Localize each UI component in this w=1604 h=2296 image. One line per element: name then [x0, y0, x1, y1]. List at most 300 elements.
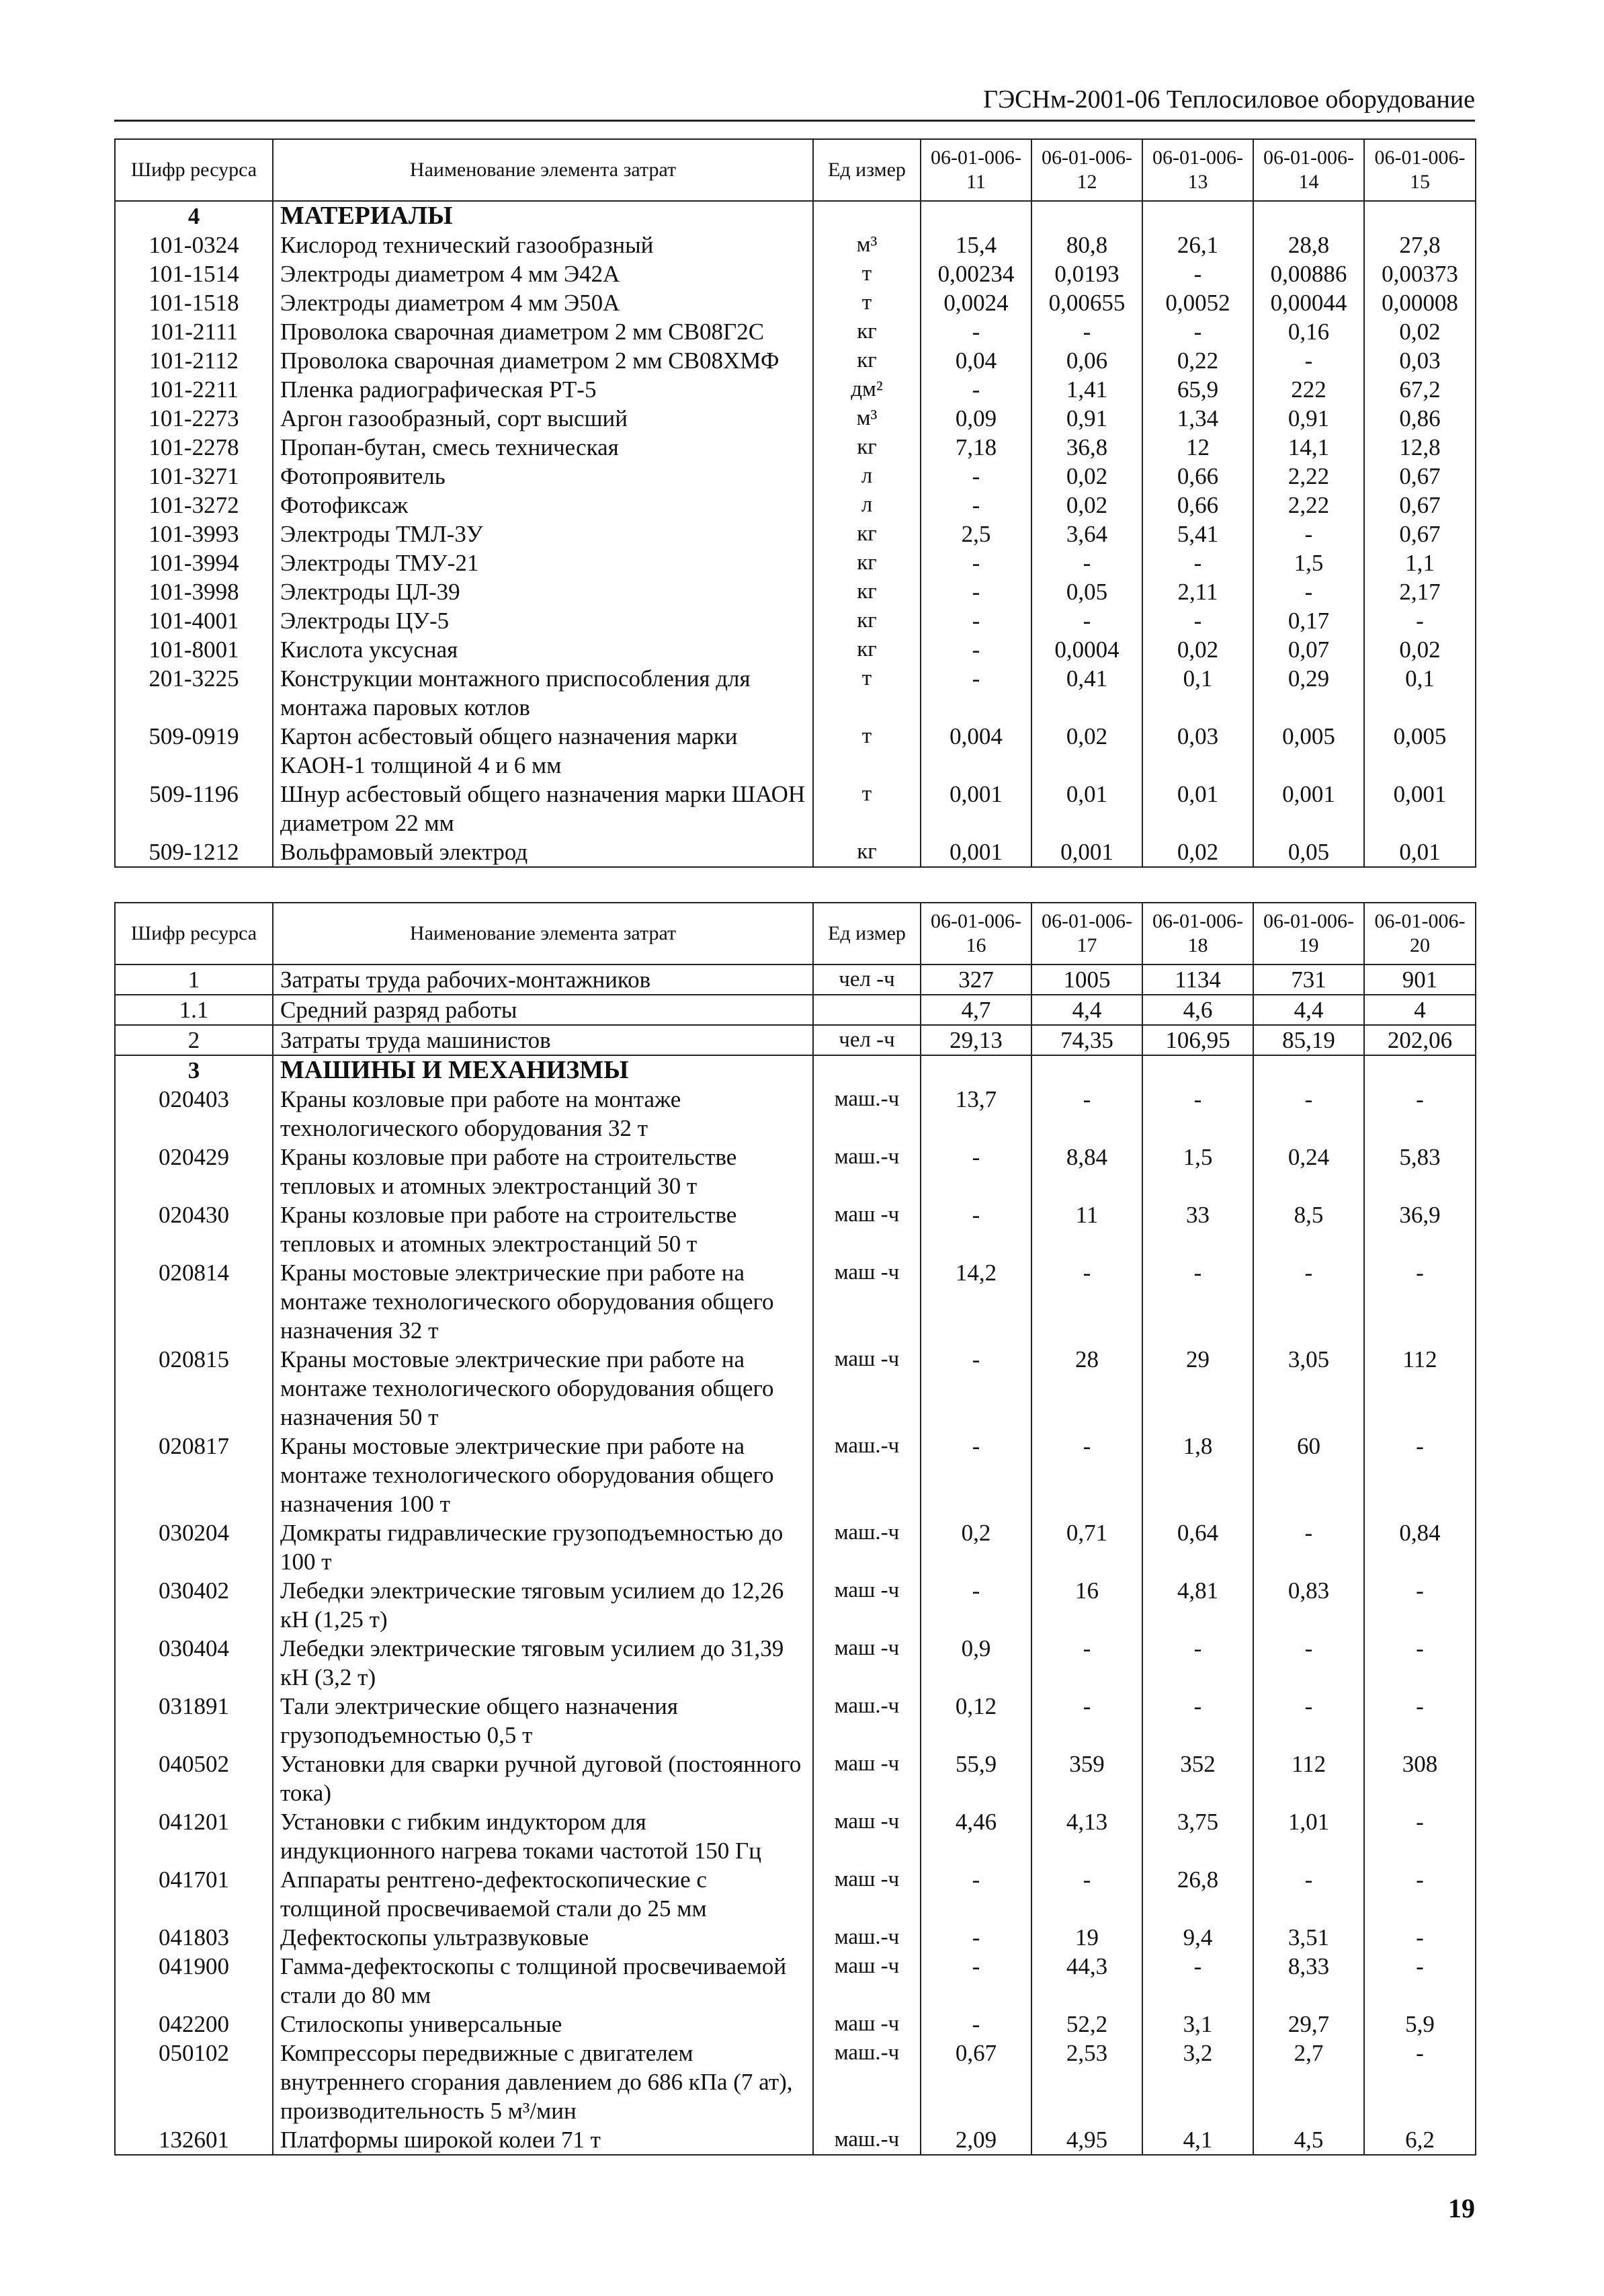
norm-value: - — [1364, 1923, 1476, 1952]
norm-value: 0,64 — [1142, 1518, 1253, 1576]
norm-value: 0,00008 — [1364, 288, 1476, 317]
norm-value: 0,0004 — [1031, 635, 1142, 664]
norm-value: 0,03 — [1364, 346, 1476, 375]
resource-name: Аппараты рентгено-дефектоскопические с толщиной просвечиваемой стали до 25 мм — [273, 1865, 813, 1923]
norm-value: - — [921, 1345, 1031, 1432]
resource-name: Краны мостовые электрические при работе на монтаже технологического оборудования общего назначения 50 т — [273, 1345, 813, 1432]
col-header-norm: 06-01-006-19 — [1253, 903, 1364, 965]
norm-value: - — [1253, 1692, 1364, 1750]
resource-name: Средний разряд работы — [273, 995, 813, 1025]
norm-value: 0,67 — [921, 2039, 1031, 2125]
norm-value: 5,83 — [1364, 1143, 1476, 1200]
norm-value: - — [1142, 317, 1253, 346]
norm-value: 16 — [1031, 1576, 1142, 1634]
norm-value: - — [921, 1865, 1031, 1923]
norm-value: 0,005 — [1253, 722, 1364, 780]
norm-value: 26,8 — [1142, 1865, 1253, 1923]
resource-unit: маш -ч — [813, 1750, 921, 1807]
norm-value: 352 — [1142, 1750, 1253, 1807]
resource-name: Картон асбестовый общего назначения марки КАОН-1 толщиной 4 и 6 мм — [273, 722, 813, 780]
norm-value: - — [921, 664, 1031, 722]
resource-code: 101-8001 — [115, 635, 273, 664]
col-header-norm: 06-01-006-17 — [1031, 903, 1142, 965]
norm-value: - — [1364, 1576, 1476, 1634]
table-row — [115, 780, 1476, 837]
norm-value: 8,5 — [1253, 1200, 1364, 1258]
norm-value: 0,2 — [921, 1518, 1031, 1576]
norm-value: 0,00655 — [1031, 288, 1142, 317]
norm-value: - — [1253, 1634, 1364, 1692]
table-row — [115, 1200, 1476, 1258]
resource-code: 030404 — [115, 1634, 273, 1692]
resource-code: 101-2111 — [115, 317, 273, 346]
resource-unit: маш.-ч — [813, 1085, 921, 1143]
norm-value: 4,5 — [1253, 2125, 1364, 2155]
resource-unit: маш.-ч — [813, 1143, 921, 1200]
norm-value: 1,41 — [1031, 375, 1142, 404]
norm-value: 4,81 — [1142, 1576, 1253, 1634]
materials-table — [114, 138, 1476, 868]
col-header-code: Шифр ресурса — [115, 139, 273, 201]
norm-value: 0,0193 — [1031, 259, 1142, 288]
table-row — [115, 1518, 1476, 1576]
resource-unit: чел -ч — [813, 965, 921, 995]
resource-name: Стилоскопы универсальные — [273, 2010, 813, 2039]
norm-value: 0,01 — [1142, 780, 1253, 837]
col-header-norm: 06-01-006-20 — [1364, 903, 1476, 965]
norm-value: 1,1 — [1364, 548, 1476, 577]
norm-value: 0,04 — [921, 346, 1031, 375]
resource-unit: маш -ч — [813, 2010, 921, 2039]
norm-value: 359 — [1031, 1750, 1142, 1807]
table-row — [115, 664, 1476, 722]
norm-value: 5,9 — [1364, 2010, 1476, 2039]
resource-unit: т — [813, 780, 921, 837]
table-row — [115, 606, 1476, 635]
norm-value: 1,5 — [1253, 548, 1364, 577]
norm-value: 27,8 — [1364, 231, 1476, 259]
norm-value: 0,004 — [921, 722, 1031, 780]
table-row — [115, 1085, 1476, 1143]
table-row — [115, 1750, 1476, 1807]
norm-value: 0,12 — [921, 1692, 1031, 1750]
norm-value: - — [1364, 1634, 1476, 1692]
norm-value: 80,8 — [1031, 231, 1142, 259]
norm-value: 901 — [1364, 965, 1476, 995]
resource-code: 020430 — [115, 1200, 273, 1258]
resource-code: 020814 — [115, 1258, 273, 1345]
resource-unit: маш -ч — [813, 1807, 921, 1865]
section-row — [115, 1055, 1476, 1085]
resource-code: 1.1 — [115, 995, 273, 1025]
norm-value: 14,2 — [921, 1258, 1031, 1345]
norm-value: 0,22 — [1142, 346, 1253, 375]
norm-value: 0,29 — [1253, 664, 1364, 722]
norm-value: 4,95 — [1031, 2125, 1142, 2155]
norm-value: 13,7 — [921, 1085, 1031, 1143]
norm-value: 3,51 — [1253, 1923, 1364, 1952]
resource-unit: кг — [813, 837, 921, 867]
resource-name: Электроды ТМЛ-3У — [273, 520, 813, 548]
col-header-name: Наименование элемента затрат — [273, 903, 813, 965]
norm-value: 0,001 — [1253, 780, 1364, 837]
norm-value: 11 — [1031, 1200, 1142, 1258]
norm-value: 19 — [1031, 1923, 1142, 1952]
norm-value: - — [921, 1200, 1031, 1258]
norm-value: 0,02 — [1364, 317, 1476, 346]
norm-value: - — [1142, 259, 1253, 288]
norm-value: 0,02 — [1031, 491, 1142, 520]
resource-name: Краны козловые при работе на строительстве тепловых и атомных электростанций 30 т — [273, 1143, 813, 1200]
table-row — [115, 288, 1476, 317]
norm-value: 0,02 — [1031, 722, 1142, 780]
resource-code: 020815 — [115, 1345, 273, 1432]
norm-value: 1134 — [1142, 965, 1253, 995]
norm-value: 0,66 — [1142, 462, 1253, 491]
norm-value: - — [1142, 1692, 1253, 1750]
norm-value: 2,5 — [921, 520, 1031, 548]
norm-value: 8,33 — [1253, 1952, 1364, 2010]
table-row — [115, 1143, 1476, 1200]
norm-value: 3,2 — [1142, 2039, 1253, 2125]
norm-value: - — [1364, 1692, 1476, 1750]
norm-value: 0,00234 — [921, 259, 1031, 288]
resource-name: Кислота уксусная — [273, 635, 813, 664]
norm-value: 29 — [1142, 1345, 1253, 1432]
resource-name: Краны козловые при работе на монтаже технологического оборудования 32 т — [273, 1085, 813, 1143]
resource-name: Лебедки электрические тяговым усилием до 12,26 кН (1,25 т) — [273, 1576, 813, 1634]
norm-value: 0,01 — [1364, 837, 1476, 867]
table-row — [115, 577, 1476, 606]
norm-value: - — [921, 1143, 1031, 1200]
norm-value: 0,02 — [1142, 837, 1253, 867]
norm-value: 112 — [1364, 1345, 1476, 1432]
norm-value: 0,03 — [1142, 722, 1253, 780]
col-header-code: Шифр ресурса — [115, 903, 273, 965]
norm-value: - — [921, 491, 1031, 520]
norm-value: 0,005 — [1364, 722, 1476, 780]
norm-value: - — [921, 548, 1031, 577]
resource-code: 101-0324 — [115, 231, 273, 259]
norm-value: 2,17 — [1364, 577, 1476, 606]
norm-value: 0,91 — [1253, 404, 1364, 433]
resource-name: Фотопроявитель — [273, 462, 813, 491]
resource-unit: кг — [813, 433, 921, 462]
resource-unit: л — [813, 491, 921, 520]
norm-value: 9,4 — [1142, 1923, 1253, 1952]
norm-value: 1,01 — [1253, 1807, 1364, 1865]
resource-name: Шнур асбестовый общего назначения марки ШАОН диаметром 22 мм — [273, 780, 813, 837]
table-row — [115, 1634, 1476, 1692]
resource-name: Проволока сварочная диаметром 2 мм СВ08ХМФ — [273, 346, 813, 375]
resource-name: Установки для сварки ручной дуговой (постоянного тока) — [273, 1750, 813, 1807]
norm-value: - — [1253, 346, 1364, 375]
resource-code: 101-3994 — [115, 548, 273, 577]
resource-unit: маш -ч — [813, 1345, 921, 1432]
resource-code: 041803 — [115, 1923, 273, 1952]
table-row — [115, 1807, 1476, 1865]
table-row — [115, 259, 1476, 288]
norm-value: 26,1 — [1142, 231, 1253, 259]
norm-value: - — [921, 1952, 1031, 2010]
resource-unit: м³ — [813, 231, 921, 259]
table-row — [115, 346, 1476, 375]
norm-value: 36,9 — [1364, 1200, 1476, 1258]
norm-value: 60 — [1253, 1432, 1364, 1518]
norm-value: 222 — [1253, 375, 1364, 404]
norm-value: 0,41 — [1031, 664, 1142, 722]
norm-value: 3,1 — [1142, 2010, 1253, 2039]
resource-code: 509-1212 — [115, 837, 273, 867]
resource-unit: м³ — [813, 404, 921, 433]
norm-value: 52,2 — [1031, 2010, 1142, 2039]
header-title: ГЭСНм-2001-06 Теплосиловое оборудование — [983, 85, 1475, 114]
resource-name: Пропан-бутан, смесь техническая — [273, 433, 813, 462]
table-row — [115, 2125, 1476, 2155]
norm-value: 0,02 — [1142, 635, 1253, 664]
resource-unit: кг — [813, 346, 921, 375]
section-title: МАШИНЫ И МЕХАНИЗМЫ — [273, 1055, 813, 1085]
resource-unit: маш -ч — [813, 1865, 921, 1923]
resource-name: Аргон газообразный, сорт высший — [273, 404, 813, 433]
table-row — [115, 317, 1476, 346]
norm-value: 6,2 — [1364, 2125, 1476, 2155]
norm-value: 202,06 — [1364, 1025, 1476, 1055]
resource-name: Гамма-дефектоскопы с толщиной просвечиваемой стали до 80 мм — [273, 1952, 813, 2010]
norm-value: 0,83 — [1253, 1576, 1364, 1634]
resource-code: 041900 — [115, 1952, 273, 2010]
norm-value: 2,22 — [1253, 462, 1364, 491]
resource-code: 041201 — [115, 1807, 273, 1865]
resource-code: 1 — [115, 965, 273, 995]
resource-unit: кг — [813, 548, 921, 577]
resource-name: Тали электрические общего назначения грузоподъемностью 0,5 т — [273, 1692, 813, 1750]
norm-value: - — [921, 375, 1031, 404]
resource-unit: т — [813, 664, 921, 722]
norm-value: 15,4 — [921, 231, 1031, 259]
resource-name: Затраты труда рабочих-монтажников — [273, 965, 813, 995]
resource-unit: маш.-ч — [813, 1923, 921, 1952]
resource-code: 020403 — [115, 1085, 273, 1143]
norm-value: 2,09 — [921, 2125, 1031, 2155]
norm-value: - — [1364, 1865, 1476, 1923]
table-row — [115, 1865, 1476, 1923]
norm-value: 4,13 — [1031, 1807, 1142, 1865]
norm-value: 4,4 — [1253, 995, 1364, 1025]
resource-unit: маш -ч — [813, 1576, 921, 1634]
norm-value: 0,06 — [1031, 346, 1142, 375]
resource-unit: маш.-ч — [813, 1692, 921, 1750]
norm-value: 2,11 — [1142, 577, 1253, 606]
norm-value: - — [1142, 606, 1253, 635]
norm-value: 0,24 — [1253, 1143, 1364, 1200]
resource-code: 132601 — [115, 2125, 273, 2155]
table-row — [115, 1923, 1476, 1952]
norm-value: - — [1364, 1258, 1476, 1345]
norm-value: 3,05 — [1253, 1345, 1364, 1432]
resource-code: 101-3272 — [115, 491, 273, 520]
resource-code: 101-2112 — [115, 346, 273, 375]
table-row — [115, 722, 1476, 780]
resource-name: Конструкции монтажного приспособления для монтажа паровых котлов — [273, 664, 813, 722]
resource-unit: маш -ч — [813, 1634, 921, 1692]
table-row — [115, 433, 1476, 462]
norm-value: - — [1253, 1518, 1364, 1576]
norm-value: - — [1253, 1085, 1364, 1143]
table-row — [115, 1432, 1476, 1518]
norm-value: 33 — [1142, 1200, 1253, 1258]
norm-value: - — [1031, 548, 1142, 577]
col-header-norm: 06-01-006-15 — [1364, 139, 1476, 201]
norm-value: 0,1 — [1364, 664, 1476, 722]
norm-value: 0,67 — [1364, 491, 1476, 520]
col-header-unit: Ед измер — [813, 903, 921, 965]
resource-name: Электроды ТМУ-21 — [273, 548, 813, 577]
col-header-name: Наименование элемента затрат — [273, 139, 813, 201]
norm-value: 28 — [1031, 1345, 1142, 1432]
norm-value: - — [921, 1576, 1031, 1634]
table-row — [115, 462, 1476, 491]
norm-value: - — [1031, 317, 1142, 346]
norm-value: 0,00886 — [1253, 259, 1364, 288]
norm-value: 0,16 — [1253, 317, 1364, 346]
resource-unit: кг — [813, 577, 921, 606]
resource-name: Фотофиксаж — [273, 491, 813, 520]
resource-name: Краны козловые при работе на строительстве тепловых и атомных электростанций 50 т — [273, 1200, 813, 1258]
norm-value: 112 — [1253, 1750, 1364, 1807]
norm-value: 0,001 — [921, 837, 1031, 867]
norm-value: 85,19 — [1253, 1025, 1364, 1055]
col-header-unit: Ед измер — [813, 139, 921, 201]
resource-name: Лебедки электрические тяговым усилием до 31,39 кН (3,2 т) — [273, 1634, 813, 1692]
resource-name: Затраты труда машинистов — [273, 1025, 813, 1055]
norm-value: 4,6 — [1142, 995, 1253, 1025]
resource-code: 030402 — [115, 1576, 273, 1634]
resource-code: 101-4001 — [115, 606, 273, 635]
resource-code: 101-2273 — [115, 404, 273, 433]
table-row — [115, 1952, 1476, 2010]
norm-value: - — [1364, 1432, 1476, 1518]
norm-value: 1,8 — [1142, 1432, 1253, 1518]
resource-name: Электроды ЦУ-5 — [273, 606, 813, 635]
norm-value: 12,8 — [1364, 433, 1476, 462]
norm-value: 0,00044 — [1253, 288, 1364, 317]
norm-value: - — [1253, 1258, 1364, 1345]
resource-unit: т — [813, 288, 921, 317]
resource-code: 031891 — [115, 1692, 273, 1750]
norm-value: 55,9 — [921, 1750, 1031, 1807]
resource-unit: маш.-ч — [813, 1518, 921, 1576]
norm-value: 106,95 — [1142, 1025, 1253, 1055]
table-row — [115, 404, 1476, 433]
norm-value: - — [921, 462, 1031, 491]
norm-value: - — [921, 606, 1031, 635]
norm-value: 14,1 — [1253, 433, 1364, 462]
norm-value: - — [1364, 1807, 1476, 1865]
col-header-norm: 06-01-006-18 — [1142, 903, 1253, 965]
resource-name: Пленка радиографическая РТ-5 — [273, 375, 813, 404]
resource-unit: т — [813, 722, 921, 780]
norm-value: - — [1142, 1952, 1253, 2010]
table-row — [115, 1025, 1476, 1055]
table-row — [115, 491, 1476, 520]
norm-value: 2,7 — [1253, 2039, 1364, 2125]
resource-name: Дефектоскопы ультразвуковые — [273, 1923, 813, 1952]
resource-name: Краны мостовые электрические при работе на монтаже технологического оборудования общего назначения 100 т — [273, 1432, 813, 1518]
norm-value: 2,22 — [1253, 491, 1364, 520]
machines-table — [114, 902, 1476, 2156]
norm-value: 327 — [921, 965, 1031, 995]
resource-code: 030204 — [115, 1518, 273, 1576]
norm-value: - — [1031, 1258, 1142, 1345]
norm-value: 1,5 — [1142, 1143, 1253, 1200]
norm-value: - — [921, 635, 1031, 664]
col-header-norm: 06-01-006-12 — [1031, 139, 1142, 201]
norm-value: 4,1 — [1142, 2125, 1253, 2155]
section-title: МАТЕРИАЛЫ — [273, 201, 813, 231]
norm-value: 4 — [1364, 995, 1476, 1025]
norm-value: 67,2 — [1364, 375, 1476, 404]
norm-value: 28,8 — [1253, 231, 1364, 259]
resource-code: 041701 — [115, 1865, 273, 1923]
resource-name: Электроды ЦЛ-39 — [273, 577, 813, 606]
resource-unit: маш -ч — [813, 1258, 921, 1345]
norm-value: 0,86 — [1364, 404, 1476, 433]
resource-name: Кислород технический газообразный — [273, 231, 813, 259]
table-header-row — [115, 139, 1476, 201]
resource-code: 101-3998 — [115, 577, 273, 606]
norm-value: 36,8 — [1031, 433, 1142, 462]
resource-code: 020429 — [115, 1143, 273, 1200]
norm-value: - — [1142, 1085, 1253, 1143]
resource-code: 101-3993 — [115, 520, 273, 548]
resource-code: 101-1514 — [115, 259, 273, 288]
table-row — [115, 1576, 1476, 1634]
norm-value: 731 — [1253, 965, 1364, 995]
norm-value: 0,02 — [1031, 462, 1142, 491]
resource-unit: кг — [813, 635, 921, 664]
norm-value: 0,17 — [1253, 606, 1364, 635]
table-row — [115, 2010, 1476, 2039]
resource-unit: маш -ч — [813, 1952, 921, 2010]
resource-code: 101-2211 — [115, 375, 273, 404]
col-header-norm: 06-01-006-11 — [921, 139, 1031, 201]
norm-value: 29,13 — [921, 1025, 1031, 1055]
table-row — [115, 1692, 1476, 1750]
norm-value: - — [921, 317, 1031, 346]
norm-value: 0,67 — [1364, 520, 1476, 548]
resource-name: Электроды диаметром 4 мм Э50А — [273, 288, 813, 317]
norm-value: 0,01 — [1031, 780, 1142, 837]
resource-unit: маш.-ч — [813, 1432, 921, 1518]
norm-value: 7,18 — [921, 433, 1031, 462]
norm-value: 0,001 — [921, 780, 1031, 837]
norm-value: - — [1031, 1865, 1142, 1923]
norm-value: - — [1364, 606, 1476, 635]
section-code: 4 — [115, 201, 273, 231]
section-row — [115, 201, 1476, 231]
norm-value: 0,1 — [1142, 664, 1253, 722]
norm-value: - — [921, 577, 1031, 606]
norm-value: - — [1031, 1692, 1142, 1750]
resource-name: Домкраты гидравлические грузоподъемностью до 100 т — [273, 1518, 813, 1576]
norm-value: 0,00373 — [1364, 259, 1476, 288]
resource-unit — [813, 995, 921, 1025]
resource-code: 101-2278 — [115, 433, 273, 462]
resource-code: 020817 — [115, 1432, 273, 1518]
table-row — [115, 231, 1476, 259]
resource-unit: т — [813, 259, 921, 288]
